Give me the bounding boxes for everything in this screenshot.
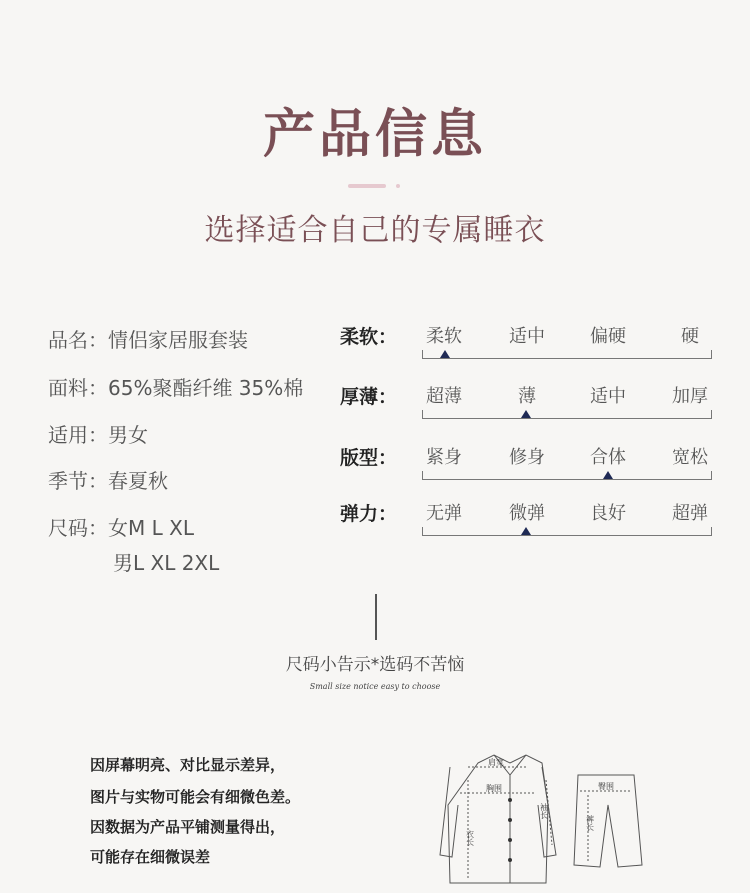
size-tip-subtitle: Small size notice easy to choose xyxy=(309,682,441,691)
scale-tick xyxy=(422,350,423,359)
info-season-label: 季节： xyxy=(48,469,108,493)
info-gender-label: 适用： xyxy=(48,423,108,447)
info-name-label: 品名： xyxy=(48,328,108,352)
scale-option: 适中 xyxy=(590,386,626,407)
scale-label-2: 版型： xyxy=(340,447,398,469)
page-title: 产品信息 xyxy=(262,105,487,165)
scale-option: 紧身 xyxy=(426,447,462,468)
notice-line-2: 图片与实物可能会有细微色差。 xyxy=(90,788,301,806)
info-gender-value: 男女 xyxy=(108,423,148,447)
scale-option: 加厚 xyxy=(672,386,708,407)
scale-option: 柔软 xyxy=(426,326,462,347)
scale-option: 偏硬 xyxy=(590,326,626,347)
info-size xyxy=(48,512,194,541)
scale-option: 合体 xyxy=(590,447,626,468)
scale-label-0: 柔软： xyxy=(340,326,398,348)
shirt-outline xyxy=(448,755,548,883)
hip-label: 臀围 xyxy=(598,782,614,791)
scale-option: 硬 xyxy=(681,326,699,347)
scale-marker-icon xyxy=(440,350,450,358)
scale-tick xyxy=(711,410,712,419)
scale-tick xyxy=(422,527,423,536)
scale-option: 适中 xyxy=(509,326,545,347)
scale-tick xyxy=(711,527,712,536)
notice-line-3: 因数据为产品平铺测量得出， xyxy=(90,818,286,836)
notice-line-4: 可能存在细微误差 xyxy=(90,848,211,866)
info-fabric xyxy=(48,372,303,401)
info-season xyxy=(48,465,168,494)
scale-marker-icon xyxy=(521,410,531,418)
scale-track xyxy=(422,358,712,359)
scale-option: 宽松 xyxy=(672,447,708,468)
info-size-men: 男L XL 2XL xyxy=(113,551,220,575)
info-fabric-value: 65%聚酯纤维 35%棉 xyxy=(108,376,304,400)
title-decoration-dot xyxy=(396,184,400,188)
scale-option: 微弹 xyxy=(509,503,545,524)
scale-tick xyxy=(422,410,423,419)
scale-track xyxy=(422,418,712,419)
scale-option: 薄 xyxy=(518,386,536,407)
info-name-value: 情侣家居服套装 xyxy=(108,328,248,352)
info-season-value: 春夏秋 xyxy=(108,469,168,493)
scale-option: 超弹 xyxy=(672,503,708,524)
info-fabric-label: 面料： xyxy=(48,376,108,400)
info-name xyxy=(48,324,248,353)
info-size-value-women: 女M L XL xyxy=(108,516,194,540)
notice-line-1: 因屏幕明亮、对比显示差异， xyxy=(90,756,286,774)
page-subtitle: 选择适合自己的专属睡衣 xyxy=(204,213,546,248)
scale-track xyxy=(422,535,712,536)
scale-option: 良好 xyxy=(590,503,626,524)
size-measurement-diagram xyxy=(438,745,658,890)
pants-length-label: 裤长 xyxy=(585,815,595,831)
scale-label-1: 厚薄： xyxy=(340,386,398,408)
info-gender xyxy=(48,419,148,448)
scale-marker-icon xyxy=(521,527,531,535)
scale-option: 无弹 xyxy=(426,503,462,524)
scale-track xyxy=(422,479,712,480)
scale-marker-icon xyxy=(603,471,613,479)
length-label: 衣长 xyxy=(465,830,475,846)
scale-option: 修身 xyxy=(509,447,545,468)
scale-option: 超薄 xyxy=(426,386,462,407)
sleeve-label: 袖长 xyxy=(539,803,549,819)
size-tip-title: 尺码小告示*选码不苦恼 xyxy=(285,655,465,675)
scale-tick xyxy=(711,350,712,359)
info-size-label: 尺码： xyxy=(48,516,108,540)
divider-line xyxy=(375,594,377,640)
scale-label-3: 弹力： xyxy=(340,503,398,525)
scale-tick xyxy=(711,471,712,480)
chest-label: 胸围 xyxy=(486,784,502,793)
title-decoration xyxy=(348,184,386,188)
shoulder-label: 肩宽 xyxy=(488,758,504,767)
scale-tick xyxy=(422,471,423,480)
